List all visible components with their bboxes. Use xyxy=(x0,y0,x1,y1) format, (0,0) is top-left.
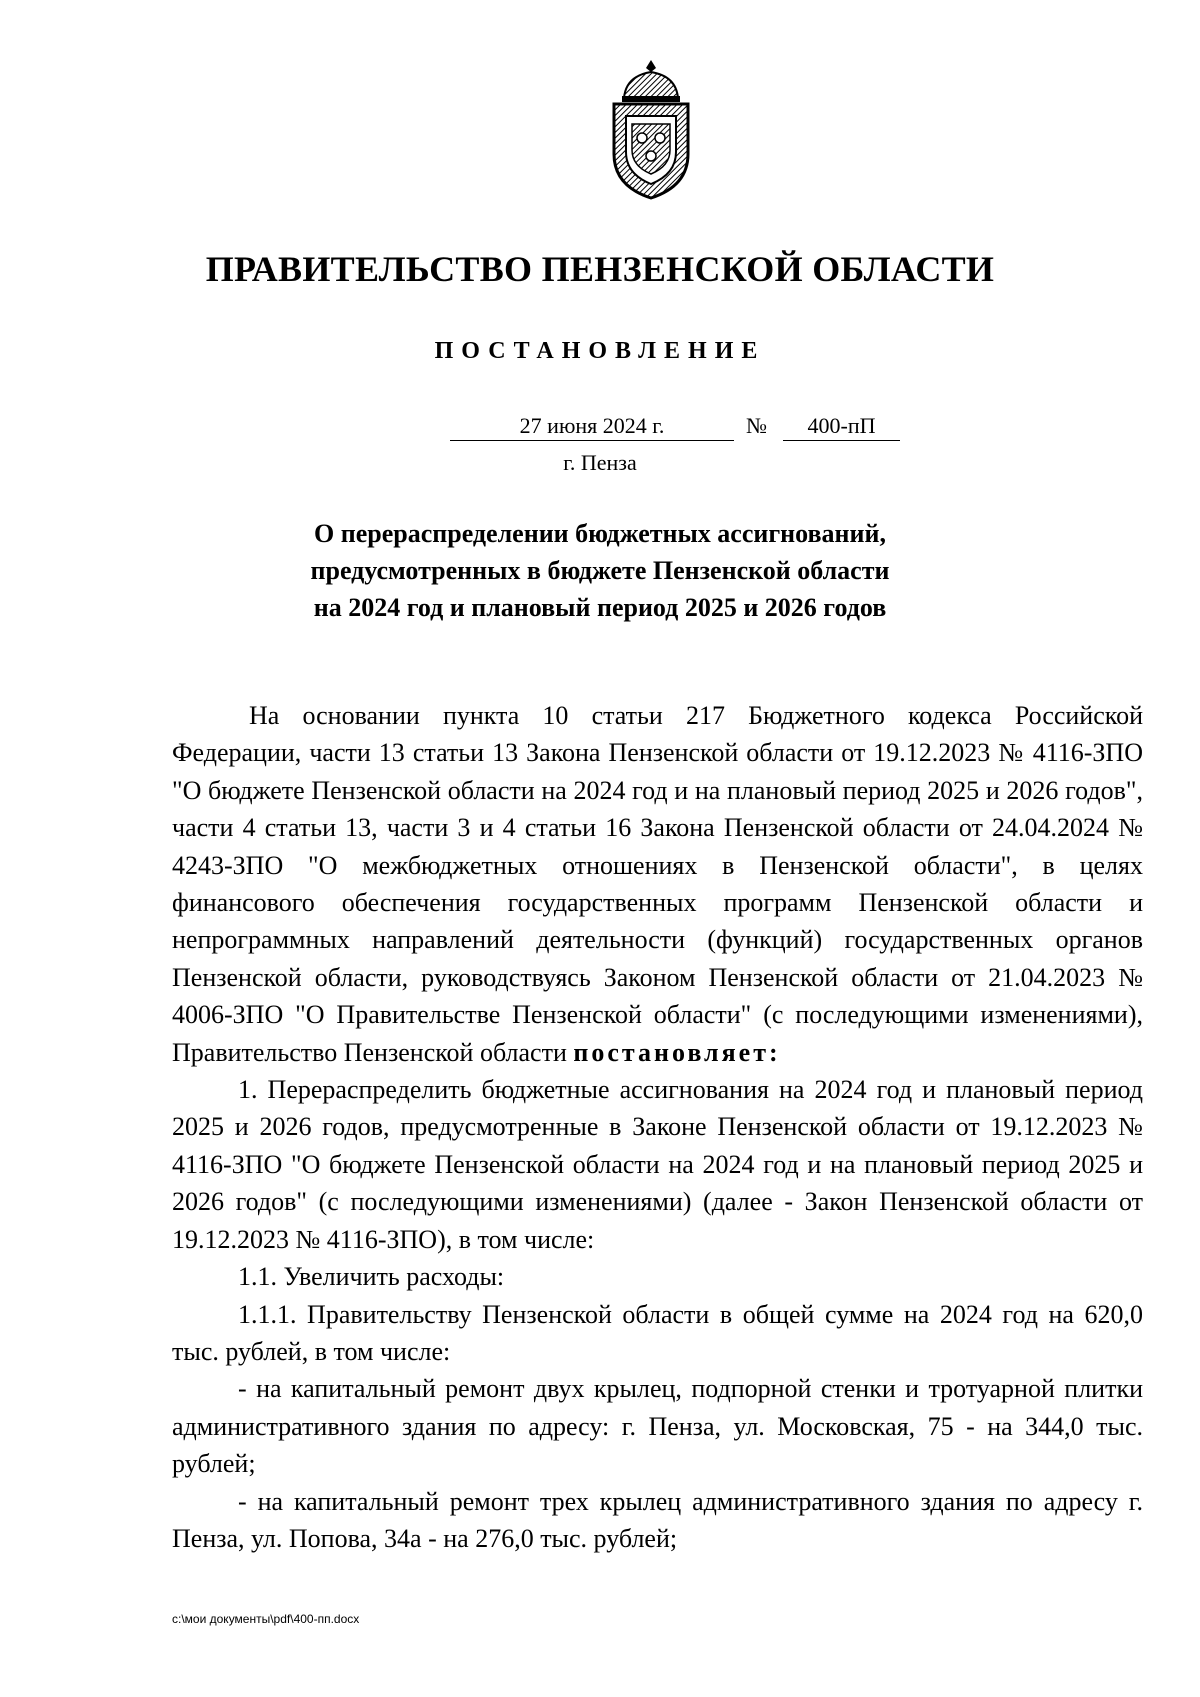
document-subject xyxy=(0,515,1200,626)
item-1-1-paragraph: 1.1. Увеличить расходы: xyxy=(238,1262,505,1292)
subject-line-1: О перераспределении бюджетных ассигнований, xyxy=(314,519,886,548)
document-body xyxy=(172,697,1143,1557)
decree-word: постановляет: xyxy=(573,1037,781,1067)
item-1-1-1-paragraph: 1.1.1. Правительству Пензенской области в общей сумме на 2024 год на 620,0 тыс. рублей, в том числе: xyxy=(172,1299,1143,1366)
document-type: ПОСТАНОВЛЕНИЕ xyxy=(434,338,766,364)
footer-file-path: c:\мои документы\pdf\400-пп.docx xyxy=(172,1612,360,1626)
government-title: ПРАВИТЕЛЬСТВО ПЕНЗЕНСКОЙ ОБЛАСТИ xyxy=(205,249,995,289)
bullet-paragraph-1: - на капитальный ремонт двух крылец, подпорной стенки и тротуарной плитки административного здания по адресу: г. Пенза, ул. Московская, 75 - на 344,0 тыс. рублей; xyxy=(172,1374,1143,1479)
preamble-text: На основании пункта 10 статьи 217 Бюджетного кодекса Российской Федерации, части 13 статьи 13 Закона Пензенской области от 19.12.2023 № 4116-ЗПО "О бюджете Пензенской области на 2024 год и на плановый период 2025 и 2026 годов", части 4 статьи 13, части 3 и 4 статьи 16 Закона Пензенской области от 24.04.2024 № 4243-ЗПО "О межбюджетных отношениях в Пензенской области", в целях финансового обеспечения государственных программ Пензенской области и непрограммных направлений деятельности (функций) государственных органов Пензенской области, руководствуясь Законом Пензенской области от 21.04.2023 № 4006-ЗПО "О Правительстве Пензенской области" (с последующими изменениями), Правительство Пензенской области xyxy=(172,701,1143,1067)
bullet-paragraph-2: - на капитальный ремонт трех крылец административного здания по адресу г. Пенза, ул. Попова, 34а - на 276,0 тыс. рублей; xyxy=(172,1486,1143,1553)
subject-line-3: на 2024 год и плановый период 2025 и 2026 годов xyxy=(313,593,887,622)
subject-line-2: предусмотренных в бюджете Пензенской области xyxy=(310,556,890,585)
city-name: г. Пенза xyxy=(563,450,637,475)
document-date: 27 июня 2024 г. xyxy=(450,412,734,441)
preamble-paragraph xyxy=(172,697,1143,1071)
document-number: 400-пП xyxy=(783,412,900,441)
date-number-row xyxy=(450,412,900,442)
number-sign: № xyxy=(746,413,767,438)
coat-of-arms-emblem xyxy=(604,58,698,200)
item-1-paragraph: 1. Перераспределить бюджетные ассигнования на 2024 год и плановый период 2025 и 2026 годов, предусмотренные в Законе Пензенской области от 19.12.2023 № 4116-ЗПО "О бюджете Пензенской области на 2024 год и на плановый период 2025 и 2026 годов" (с последующими изменениями) (далее - Закон Пензенской области от 19.12.2023 № 4116-ЗПО), в том числе: xyxy=(172,1075,1143,1254)
